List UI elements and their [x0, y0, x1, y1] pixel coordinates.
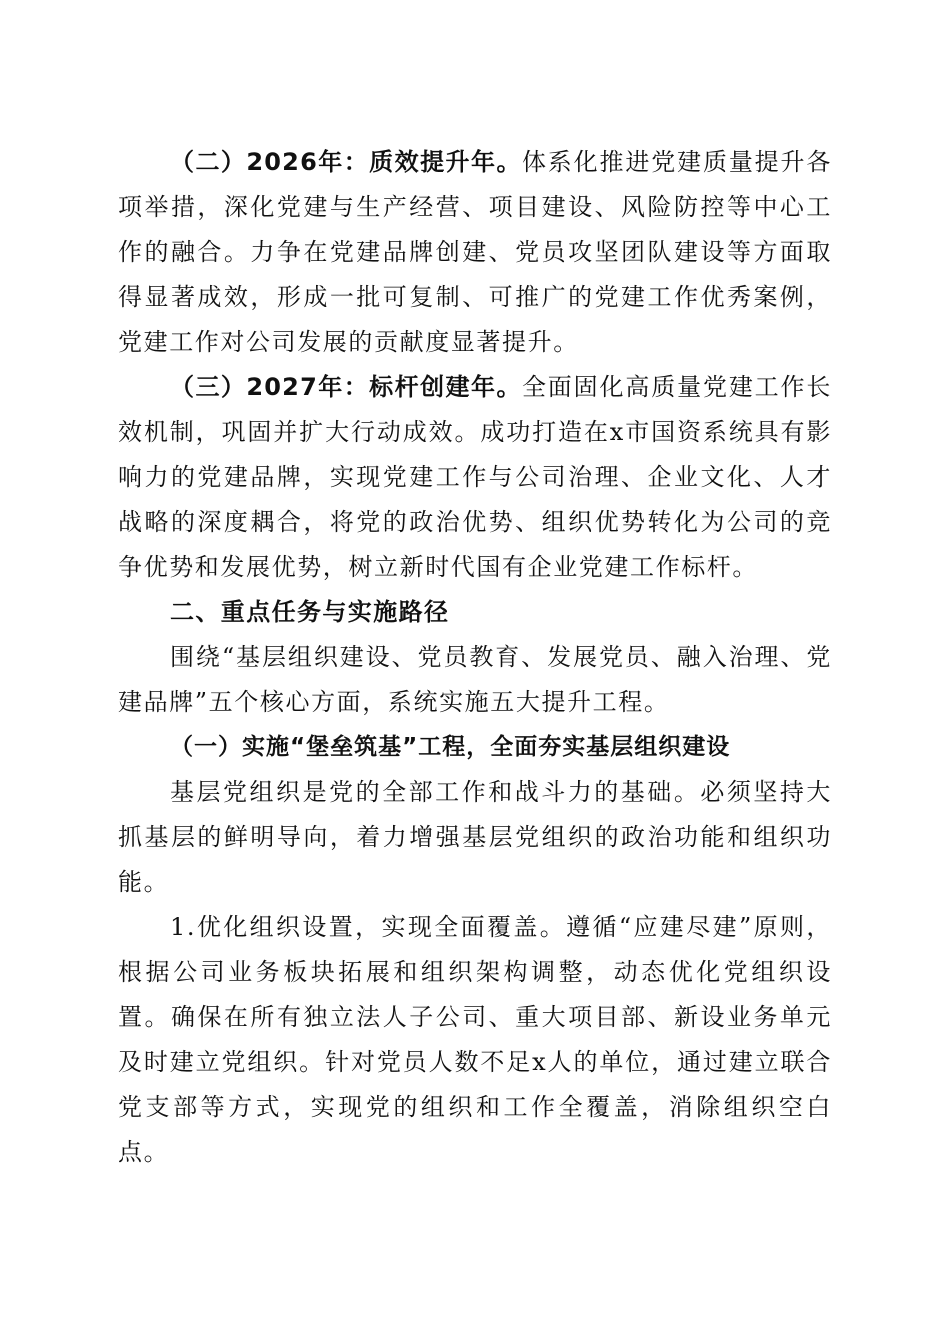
paragraph-text: 全面固化高质量党建工作长效机制，巩固并扩大行动成效。成功打造在x市国资系统具有影响力的党建品牌，实现党建工作与公司治理、企业文化、人才战略的深度耦合，将党的政治优势、组织优势转化为公司的竞争优势和发展优势，树立新时代国有企业党建工作标杆。: [118, 373, 833, 581]
section-heading: 二、重点任务与实施路径: [170, 598, 450, 626]
paragraph-five-projects: 围绕“基层组织建设、党员教育、发展党员、融入治理、党建品牌”五个核心方面，系统实施五大提升工程。: [118, 643, 832, 716]
paragraph-2027-goal: [118, 365, 832, 590]
paragraph-text: 体系化推进党建质量提升各项举措，深化党建与生产经营、项目建设、风险防控等中心工作的融合。力争在党建品牌创建、党员攻坚团队建设等方面取得显著成效，形成一批可复制、可推广的党建工作优秀案例，党建工作对公司发展的贡献度显著提升。: [118, 148, 833, 356]
paragraph-2026-goal: [118, 140, 832, 365]
subsection-heading: （一）实施“堡垒筑基”工程，全面夯实基层组织建设: [170, 734, 731, 760]
paragraph-item-1: 1.优化组织设置，实现全面覆盖。遵循“应建尽建”原则，根据公司业务板块拓展和组织架构调整，动态优化党组织设置。确保在所有独立法人子公司、重大项目部、新设业务单元及时建立党组织。针对党员人数不足x人的单位，通过建立联合党支部等方式，实现党的组织和工作全覆盖，消除组织空白点。: [118, 913, 832, 1166]
paragraph-lead: （三）2027年：标杆创建年。: [170, 373, 522, 401]
paragraph-grassroots: 基层党组织是党的全部工作和战斗力的基础。必须坚持大抓基层的鲜明导向，着力增强基层党组织的政治功能和组织功能。: [118, 778, 832, 896]
paragraph-lead: （二）2026年：质效提升年。: [170, 148, 522, 176]
document-body: [118, 140, 832, 1175]
